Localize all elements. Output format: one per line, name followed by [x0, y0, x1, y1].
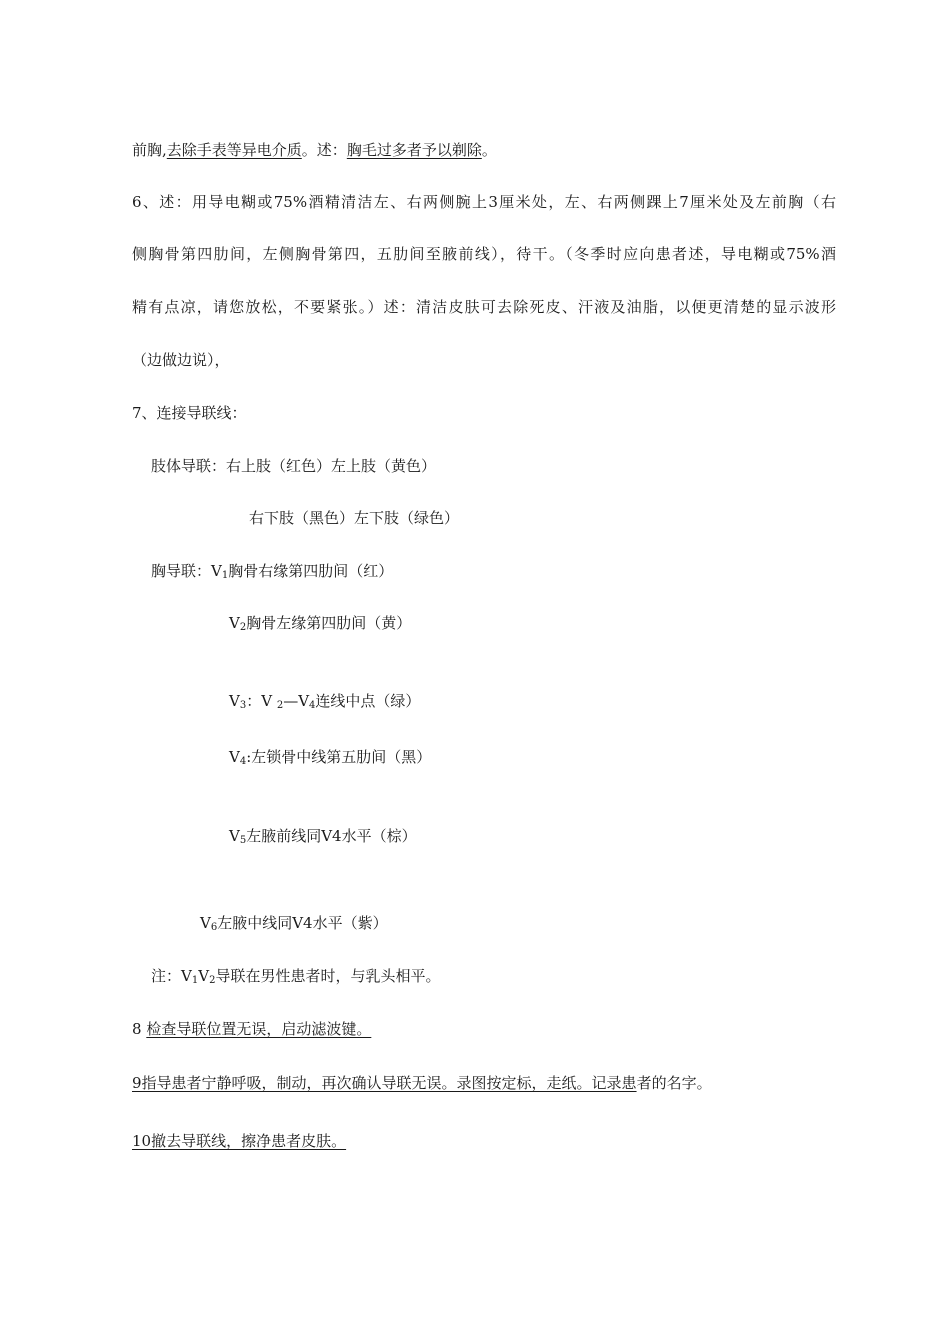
underlined-text: 10撤去导联线，擦净患者皮肤。 — [132, 1132, 347, 1150]
lead-description: 连线中点（绿） — [315, 692, 421, 710]
text-span: —V — [283, 692, 310, 710]
step-9 — [132, 1072, 712, 1094]
lead-subscript: 1 — [191, 975, 199, 986]
chest-leads-label: 胸导联： — [151, 562, 212, 580]
lead-description: 胸骨左缘第四肋间（黄） — [246, 614, 412, 632]
limb-leads-lower: 右下肢（黑色）左下肢（绿色） — [249, 509, 460, 527]
lead-letter: V — [229, 614, 240, 632]
chest-lead-v5 — [229, 825, 417, 852]
lead-letter: V — [211, 562, 222, 580]
lead-subscript: 4 — [309, 700, 316, 711]
underlined-text: 检查导联位置无误，启动滤波键。 — [146, 1020, 372, 1038]
limb-leads-upper: 肢体导联：右上肢（红色）左上肢（黄色） — [151, 457, 437, 475]
underlined-text: 胸毛过多者予以剃除 — [346, 141, 482, 159]
step-number: 8 — [132, 1020, 147, 1038]
lead-letter: V — [200, 914, 211, 932]
underlined-text: 9指导患者宁静呼吸，制动，再次确认导联无误。录图按定标，走纸。记录患 — [132, 1074, 637, 1092]
chest-lead-v6 — [200, 912, 388, 939]
lead-subscript: 4 — [239, 756, 247, 767]
step-10 — [132, 1130, 346, 1152]
chest-lead-v1 — [151, 560, 393, 587]
lead-description: 胸骨右缘第四肋间（红） — [228, 562, 394, 580]
note-line — [151, 965, 440, 992]
step-7-title: 7、连接导联线： — [132, 404, 247, 422]
lead-subscript: 6 — [210, 922, 218, 933]
text-span: 。述： — [301, 141, 347, 159]
underlined-text: 去除手表等异电介质 — [166, 141, 302, 159]
lead-letter: V — [229, 827, 240, 845]
lead-subscript: 3 — [239, 700, 247, 711]
text-span: ：V — [246, 692, 277, 710]
step-6-line-3: 精有点凉，请您放松，不要紧张。）述：清洁皮肤可去除死皮、汗液及油脂，以便更清楚的显示波形 — [132, 298, 836, 316]
step-6-line-4: （边做边说）， — [132, 351, 230, 369]
text-span: 前胸, — [132, 141, 167, 159]
lead-subscript: 1 — [221, 570, 229, 581]
step-6-line-2: 侧胸骨第四肋间，左侧胸骨第四，五肋间至腋前线），待干。（冬季时应向患者述，导电糊或75%酒 — [132, 245, 836, 263]
lead-subscript: 5 — [239, 835, 247, 846]
chest-lead-v3 — [229, 690, 420, 717]
chest-lead-v4 — [229, 746, 431, 773]
step-8 — [132, 1018, 371, 1040]
lead-description: 左腋中线同V4水平（紫） — [217, 914, 388, 932]
lead-description: :左锁骨中线第五肋间（黑） — [246, 748, 432, 766]
text-span: 者的名字。 — [636, 1074, 712, 1092]
text-span: 注：V — [151, 967, 192, 985]
lead-subscript: 2 — [209, 975, 216, 986]
line-front-chest — [132, 139, 497, 161]
lead-description: 左腋前线同V4水平（棕） — [246, 827, 417, 845]
text-span: 导联在男性患者时，与乳头相平。 — [215, 967, 441, 985]
text-span: 。 — [481, 141, 497, 159]
lead-subscript: 2 — [239, 622, 247, 633]
lead-subscript: 2 — [276, 700, 284, 711]
text-span: V — [198, 967, 210, 985]
step-6-line-1: 6、述：用导电糊或75%酒精清洁左、右两侧腕上3厘米处，左、右两侧踝上7厘米处及左前胸（右 — [132, 193, 836, 211]
chest-lead-v2 — [229, 612, 411, 639]
lead-letter: V — [229, 692, 240, 710]
lead-letter: V — [229, 748, 240, 766]
